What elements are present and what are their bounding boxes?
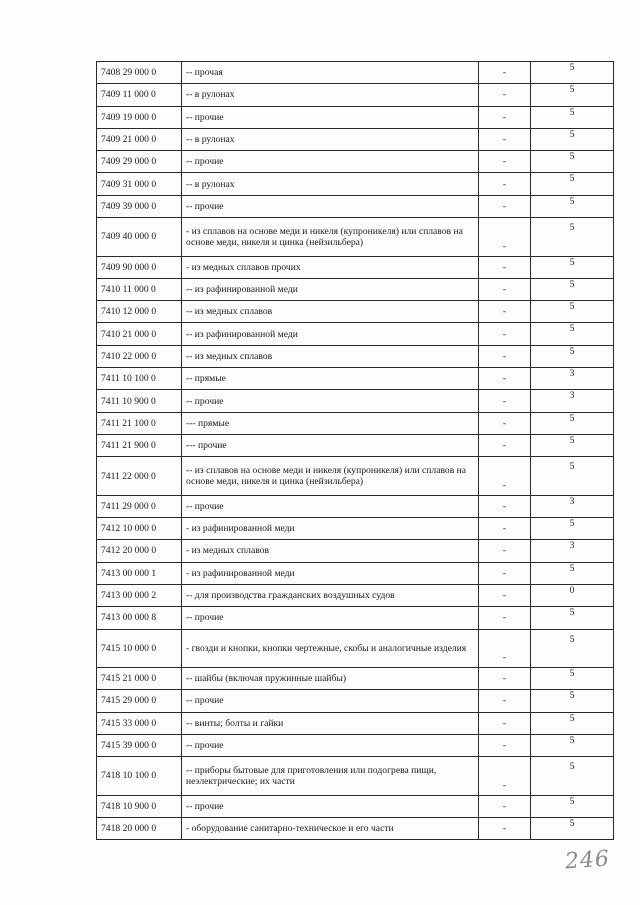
unit-cell: - xyxy=(479,540,531,562)
tnved-code-cell: 7409 19 000 0 xyxy=(97,106,182,128)
description-cell: -- прочие xyxy=(182,607,479,629)
table-row xyxy=(97,495,614,517)
duty-rate-cell: 3 xyxy=(531,495,614,517)
unit-cell: - xyxy=(479,457,531,496)
description-cell: -- прочие xyxy=(182,390,479,412)
description-cell: -- винты; болты и гайки xyxy=(182,712,479,734)
table-row xyxy=(97,256,614,278)
duty-rate-cell: 5 xyxy=(531,323,614,345)
description-cell: -- прочие xyxy=(182,495,479,517)
table-row xyxy=(97,390,614,412)
duty-rate-cell: 5 xyxy=(531,195,614,217)
duty-rate-cell: 5 xyxy=(531,668,614,690)
tnved-code-cell: 7412 10 000 0 xyxy=(97,518,182,540)
unit-cell: - xyxy=(479,584,531,606)
description-cell: -- в рулонах xyxy=(182,84,479,106)
table-row xyxy=(97,368,614,390)
description-cell: -- из медных сплавов xyxy=(182,301,479,323)
description-cell: -- приборы бытовые для приготовления или подогрева пищи, неэлектрические; их части xyxy=(182,757,479,796)
description-cell: -- шайбы (включая пружинные шайбы) xyxy=(182,668,479,690)
unit-cell: - xyxy=(479,128,531,150)
tnved-code-cell: 7410 11 000 0 xyxy=(97,278,182,300)
tnved-code-cell: 7412 20 000 0 xyxy=(97,540,182,562)
unit-cell: - xyxy=(479,323,531,345)
description-cell: -- для производства гражданских воздушных судов xyxy=(182,584,479,606)
unit-cell: - xyxy=(479,495,531,517)
duty-rate-cell: 5 xyxy=(531,301,614,323)
unit-cell: - xyxy=(479,278,531,300)
unit-cell: - xyxy=(479,173,531,195)
description-cell: -- прочие xyxy=(182,690,479,712)
tnved-code-cell: 7411 29 000 0 xyxy=(97,495,182,517)
table-row xyxy=(97,457,614,496)
table-row xyxy=(97,818,614,840)
unit-cell: - xyxy=(479,368,531,390)
duty-rate-cell: 3 xyxy=(531,540,614,562)
description-cell: - из рафинированной меди xyxy=(182,518,479,540)
tariff-table xyxy=(96,61,614,840)
description-cell: -- в рулонах xyxy=(182,128,479,150)
table-row xyxy=(97,795,614,817)
duty-rate-cell: 5 xyxy=(531,795,614,817)
table-row xyxy=(97,629,614,668)
tnved-code-cell: 7415 39 000 0 xyxy=(97,734,182,756)
description-cell: -- прочие xyxy=(182,151,479,173)
tnved-code-cell: 7410 21 000 0 xyxy=(97,323,182,345)
tnved-code-cell: 7418 10 900 0 xyxy=(97,795,182,817)
tnved-code-cell: 7411 10 900 0 xyxy=(97,390,182,412)
table-row xyxy=(97,173,614,195)
description-cell: -- из рафинированной меди xyxy=(182,278,479,300)
unit-cell: - xyxy=(479,106,531,128)
tnved-code-cell: 7415 21 000 0 xyxy=(97,668,182,690)
table-row xyxy=(97,128,614,150)
duty-rate-cell: 3 xyxy=(531,390,614,412)
duty-rate-cell: 5 xyxy=(531,562,614,584)
duty-rate-cell: 5 xyxy=(531,690,614,712)
unit-cell: - xyxy=(479,607,531,629)
duty-rate-cell: 5 xyxy=(531,629,614,668)
table-row xyxy=(97,218,614,257)
description-cell: --- прямые xyxy=(182,412,479,434)
unit-cell: - xyxy=(479,390,531,412)
unit-cell: - xyxy=(479,668,531,690)
handwritten-page-number: 246 xyxy=(564,846,611,875)
tnved-code-cell: 7411 22 000 0 xyxy=(97,457,182,496)
table-row xyxy=(97,195,614,217)
duty-rate-cell: 5 xyxy=(531,412,614,434)
description-cell: - из сплавов на основе меди и никеля (купроникеля) или сплавов на основе меди, никеля и цинка (нейзильбера) xyxy=(182,218,479,257)
duty-rate-cell: 5 xyxy=(531,62,614,84)
description-cell: -- прямые xyxy=(182,368,479,390)
description-cell: -- прочие xyxy=(182,734,479,756)
tnved-code-cell: 7410 12 000 0 xyxy=(97,301,182,323)
table-row xyxy=(97,690,614,712)
tnved-code-cell: 7408 29 000 0 xyxy=(97,62,182,84)
description-cell: - из медных сплавов xyxy=(182,540,479,562)
table-row xyxy=(97,84,614,106)
table-row xyxy=(97,757,614,796)
table-row xyxy=(97,712,614,734)
tnved-code-cell: 7410 22 000 0 xyxy=(97,345,182,367)
tnved-code-cell: 7413 00 000 8 xyxy=(97,607,182,629)
tnved-code-cell: 7418 10 100 0 xyxy=(97,757,182,796)
table-row xyxy=(97,345,614,367)
duty-rate-cell: 5 xyxy=(531,278,614,300)
duty-rate-cell: 5 xyxy=(531,434,614,456)
tnved-code-cell: 7411 21 900 0 xyxy=(97,434,182,456)
tnved-code-cell: 7418 20 000 0 xyxy=(97,818,182,840)
duty-rate-cell: 5 xyxy=(531,128,614,150)
duty-rate-cell: 5 xyxy=(531,757,614,796)
description-cell: - из рафинированной меди xyxy=(182,562,479,584)
tnved-code-cell: 7409 39 000 0 xyxy=(97,195,182,217)
table-row xyxy=(97,278,614,300)
description-cell: -- из медных сплавов xyxy=(182,345,479,367)
table-row xyxy=(97,734,614,756)
table-row xyxy=(97,62,614,84)
duty-rate-cell: 3 xyxy=(531,368,614,390)
unit-cell: - xyxy=(479,195,531,217)
unit-cell: - xyxy=(479,690,531,712)
unit-cell: - xyxy=(479,412,531,434)
table-row xyxy=(97,106,614,128)
description-cell: --- прочие xyxy=(182,434,479,456)
table-row xyxy=(97,301,614,323)
tnved-code-cell: 7409 31 000 0 xyxy=(97,173,182,195)
tnved-code-cell: 7415 10 000 0 xyxy=(97,629,182,668)
duty-rate-cell: 5 xyxy=(531,106,614,128)
tnved-code-cell: 7409 11 000 0 xyxy=(97,84,182,106)
unit-cell: - xyxy=(479,345,531,367)
unit-cell: - xyxy=(479,795,531,817)
tnved-code-cell: 7413 00 000 2 xyxy=(97,584,182,606)
unit-cell: - xyxy=(479,734,531,756)
description-cell: -- из рафинированной меди xyxy=(182,323,479,345)
duty-rate-cell: 5 xyxy=(531,818,614,840)
duty-rate-cell: 5 xyxy=(531,712,614,734)
unit-cell: - xyxy=(479,629,531,668)
description-cell: - оборудование санитарно-техническое и его части xyxy=(182,818,479,840)
tnved-code-cell: 7409 40 000 0 xyxy=(97,218,182,257)
unit-cell: - xyxy=(479,84,531,106)
tnved-code-cell: 7413 00 000 1 xyxy=(97,562,182,584)
unit-cell: - xyxy=(479,62,531,84)
description-cell: -- прочие xyxy=(182,106,479,128)
description-cell: -- прочие xyxy=(182,195,479,217)
tnved-code-cell: 7415 29 000 0 xyxy=(97,690,182,712)
duty-rate-cell: 0 xyxy=(531,584,614,606)
table-row xyxy=(97,584,614,606)
table-row xyxy=(97,607,614,629)
tariff-table-body xyxy=(97,62,614,840)
unit-cell: - xyxy=(479,757,531,796)
description-cell: - из медных сплавов прочих xyxy=(182,256,479,278)
unit-cell: - xyxy=(479,562,531,584)
unit-cell: - xyxy=(479,256,531,278)
description-cell: -- прочие xyxy=(182,795,479,817)
description-cell: - гвозди и кнопки, кнопки чертежные, скобы и аналогичные изделия xyxy=(182,629,479,668)
table-row xyxy=(97,518,614,540)
tnved-code-cell: 7409 29 000 0 xyxy=(97,151,182,173)
duty-rate-cell: 5 xyxy=(531,84,614,106)
description-cell: -- в рулонах xyxy=(182,173,479,195)
duty-rate-cell: 5 xyxy=(531,218,614,257)
table-row xyxy=(97,668,614,690)
table-row xyxy=(97,540,614,562)
duty-rate-cell: 5 xyxy=(531,345,614,367)
unit-cell: - xyxy=(479,518,531,540)
tnved-code-cell: 7415 33 000 0 xyxy=(97,712,182,734)
duty-rate-cell: 5 xyxy=(531,607,614,629)
table-row xyxy=(97,323,614,345)
table-row xyxy=(97,412,614,434)
tnved-code-cell: 7409 21 000 0 xyxy=(97,128,182,150)
unit-cell: - xyxy=(479,434,531,456)
unit-cell: - xyxy=(479,712,531,734)
unit-cell: - xyxy=(479,218,531,257)
tnved-code-cell: 7409 90 000 0 xyxy=(97,256,182,278)
duty-rate-cell: 5 xyxy=(531,518,614,540)
duty-rate-cell: 5 xyxy=(531,256,614,278)
tnved-code-cell: 7411 21 100 0 xyxy=(97,412,182,434)
duty-rate-cell: 5 xyxy=(531,457,614,496)
duty-rate-cell: 5 xyxy=(531,734,614,756)
tnved-code-cell: 7411 10 100 0 xyxy=(97,368,182,390)
unit-cell: - xyxy=(479,818,531,840)
duty-rate-cell: 5 xyxy=(531,151,614,173)
description-cell: -- из сплавов на основе меди и никеля (купроникеля) или сплавов на основе меди, никеля и цинка (нейзильбера) xyxy=(182,457,479,496)
table-row xyxy=(97,562,614,584)
unit-cell: - xyxy=(479,151,531,173)
duty-rate-cell: 5 xyxy=(531,173,614,195)
unit-cell: - xyxy=(479,301,531,323)
table-row xyxy=(97,434,614,456)
description-cell: -- прочая xyxy=(182,62,479,84)
table-row xyxy=(97,151,614,173)
